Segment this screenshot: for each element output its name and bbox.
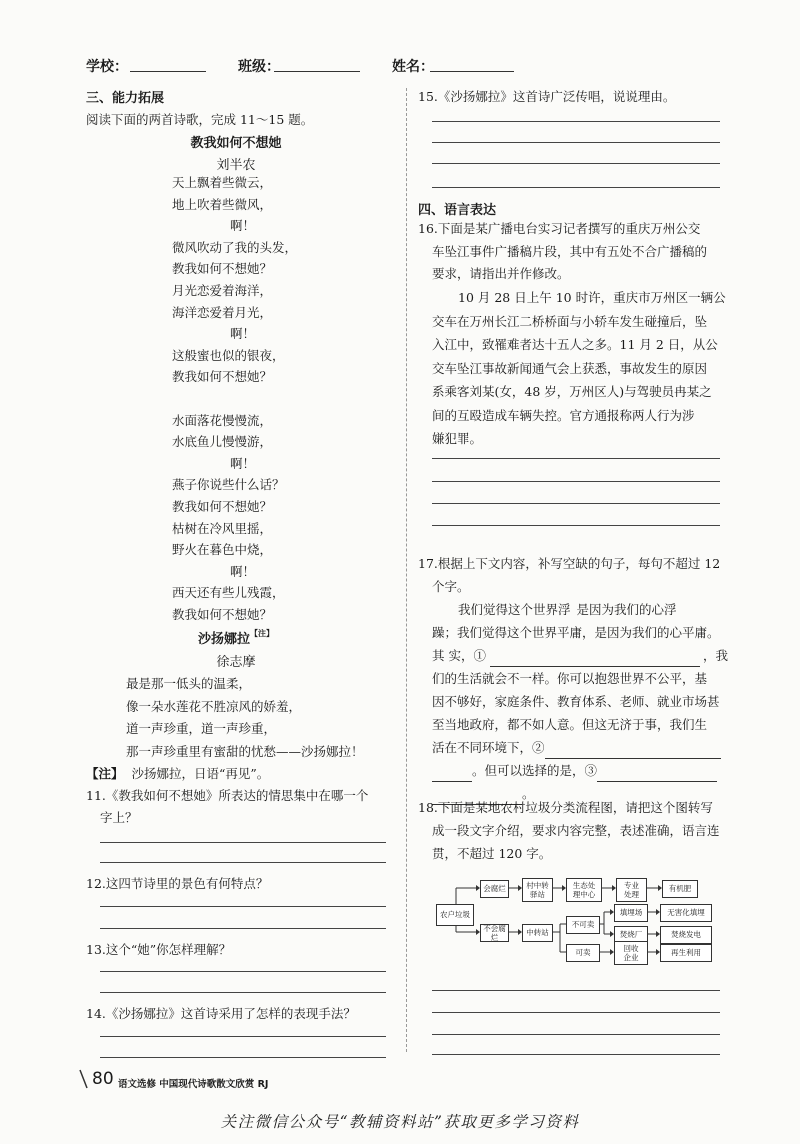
- question-17-passage: [432, 598, 728, 805]
- note-text: 沙扬娜拉，日语“再见”。: [131, 766, 270, 781]
- poem1-line: 啊！: [230, 326, 256, 342]
- answer-line-11b[interactable]: [100, 862, 386, 863]
- q18-line: 贯，不超过 120 字。: [432, 846, 552, 861]
- class-field[interactable]: [274, 57, 360, 72]
- poem2-line: 那一声珍重里有蜜甜的忧愁——沙扬娜拉！: [126, 743, 364, 759]
- page-number: 80: [92, 1069, 114, 1089]
- answer-line-14a[interactable]: [100, 1036, 386, 1037]
- poem1-line: 枯树在冷风里摇，: [172, 520, 273, 536]
- note-label: 【注】: [86, 766, 124, 781]
- fc-burn: 焚烧厂: [614, 926, 648, 944]
- q16-passage-line: 交车坠江事故新闻通气会上获悉，事故发生的原因: [432, 360, 708, 376]
- q16-passage-line: 交车在万州长江二桥桥面与小轿车发生碰撞后，坠: [432, 313, 708, 329]
- q17-line3-b: ，我: [702, 648, 728, 663]
- fc-landfill: 填埋场: [614, 904, 648, 922]
- answer-line-15b[interactable]: [432, 142, 720, 143]
- q17-line4: 们的生活就会不一样。你可以抱怨世界不公平，基: [432, 671, 708, 686]
- answer-line-15a[interactable]: [432, 121, 720, 122]
- question-13: 13.这个“她”你怎样理解？: [86, 942, 232, 957]
- name-label: 姓名：: [392, 59, 434, 75]
- fc-sellable: 可卖: [566, 944, 600, 962]
- answer-line-16b[interactable]: [432, 481, 720, 482]
- book-title: 语文选修 中国现代诗歌散文欣赏 RJ: [118, 1079, 269, 1090]
- q17-line9-a: 。: [522, 786, 535, 801]
- blank-2[interactable]: [545, 744, 721, 759]
- fc-power: 焚烧发电: [660, 926, 712, 944]
- answer-line-14b[interactable]: [100, 1057, 386, 1058]
- poem1-line: 天上飘着些微云，: [172, 175, 273, 190]
- poem2-line: 像一朵水莲花不胜凉风的娇羞，: [126, 698, 302, 714]
- poem1-author: 刘半农: [216, 158, 256, 173]
- q16-passage-line: 间的互殴造成车辆失控。官方通报称两人行为涉: [432, 407, 695, 423]
- poem2-body: [126, 673, 396, 763]
- answer-line-15d[interactable]: [432, 187, 720, 188]
- poem1-line: [172, 388, 322, 410]
- q17-line: 个字。: [432, 579, 470, 594]
- note: [86, 764, 269, 782]
- poem1-line: 水面落花慢慢流，: [172, 412, 273, 428]
- q16-passage-line: 入江中，致罹难者达十五人之多。11 月 2 日，从公: [432, 337, 718, 352]
- blank-2-cont[interactable]: [432, 767, 472, 782]
- answer-line-18b[interactable]: [432, 1012, 720, 1013]
- question-16: [418, 218, 728, 286]
- q17-line3-a: 其 实，①: [432, 648, 486, 663]
- fc-transfer: 中转站: [522, 924, 553, 942]
- q17-line7-a: 活在不同环境下，②: [432, 740, 545, 755]
- q16-line: 要求，请指出并作修改。: [432, 266, 570, 281]
- poem2-line: 道一声珍重，道一声珍重，: [126, 721, 277, 736]
- question-11-cont: 字上？: [100, 810, 138, 825]
- q16-line: 车坠江事件广播稿片段，其中有五处不合广播稿的: [432, 243, 708, 259]
- q17-line5: 因不够好，家庭条件、教育体系、老师、就业市场甚: [432, 694, 720, 709]
- poem1-line: 微风吹动了我的头发，: [172, 239, 298, 255]
- q18-line: 成一段文字介绍，要求内容完整，表述准确，语言连: [432, 823, 720, 838]
- column-divider: [406, 88, 407, 1052]
- answer-line-18c[interactable]: [432, 1034, 720, 1035]
- question-12: 12.这四节诗里的景色有何特点？: [86, 876, 269, 891]
- q17-line2: 躁；我们觉得这个世界平庸，是因为我们的心平庸。: [432, 625, 720, 640]
- q16-passage-line: 10 月 28 日上午 10 时许，重庆市万州区一辆公: [458, 290, 726, 305]
- poem1-line: 教我如何不想她？: [172, 606, 273, 622]
- poem1-line: 水底鱼儿慢慢游，: [172, 434, 273, 450]
- poem2-title: [86, 628, 386, 647]
- poem1-line: 啊！: [230, 563, 256, 579]
- question-11: 11.《教我如何不想她》所表达的情思集中在哪一个: [86, 788, 369, 803]
- q17-line: 17.根据上下文内容，补写空缺的句子，每句不超过 12: [418, 556, 721, 571]
- school-field[interactable]: [130, 57, 206, 72]
- poem1-body: [172, 172, 322, 625]
- fc-recycler: 回收 企业: [614, 941, 648, 965]
- class-label: 班级：: [238, 59, 280, 75]
- poem1-line: 这般蜜也似的银夜，: [172, 347, 285, 363]
- fc-reuse: 再生利用: [660, 944, 712, 962]
- answer-line-12b[interactable]: [100, 928, 386, 929]
- q17-line1-b: 是因为我们的心浮: [576, 602, 677, 617]
- poem1-title: 教我如何不想她: [190, 136, 282, 151]
- question-16-passage: [432, 286, 728, 451]
- answer-line-13b[interactable]: [100, 992, 386, 993]
- section-title-3: 三、能力拓展: [86, 91, 165, 106]
- poem1-line: 教我如何不想她？: [172, 498, 273, 514]
- q17-line1-a: 我们觉得这个世界浮: [458, 602, 571, 617]
- poem1-line: 啊！: [230, 218, 256, 234]
- school-label: 学校：: [86, 59, 128, 75]
- fc-rot-bin: 会腐烂: [480, 880, 509, 898]
- q17-line3: [432, 644, 728, 667]
- name-field[interactable]: [430, 57, 514, 72]
- footer-slash: [78, 1068, 90, 1090]
- poem1-line: 海洋恋爱着月光，: [172, 304, 273, 320]
- fc-not-sellable: 不可卖: [566, 916, 600, 934]
- section-title-4: 四、语言表达: [418, 203, 497, 218]
- fc-pro-treat: 专业 处理: [616, 878, 647, 902]
- q17-line8-a: 。但可以选择的是，③: [472, 763, 598, 778]
- q17-line7: [432, 736, 728, 759]
- blank-3[interactable]: [597, 767, 717, 782]
- reading-intro: 阅读下面的两首诗歌，完成 11～15 题。: [86, 112, 314, 127]
- q16-passage-line: 系乘客刘某(女，48 岁，万州区人)与驾驶员冉某之: [432, 384, 712, 399]
- answer-line-11a[interactable]: [100, 842, 386, 843]
- question-17: [418, 552, 728, 598]
- poem1-line: 教我如何不想她？: [172, 261, 273, 277]
- fc-fertilizer: 有机肥: [662, 880, 698, 898]
- answer-line-16c[interactable]: [432, 503, 720, 504]
- poem1-line: 啊！: [230, 455, 256, 471]
- poem1-line: 月光恋爱着海洋，: [172, 282, 273, 298]
- answer-line-18a[interactable]: [432, 990, 720, 991]
- poem2-author: 徐志摩: [216, 655, 256, 670]
- fc-eco-center: 生态处 理中心: [566, 878, 602, 902]
- fc-village-station: 村中转 驿站: [522, 878, 553, 902]
- watermark: 关注微信公众号“教辅资料站”获取更多学习资料: [220, 1113, 580, 1131]
- poem1-line: 燕子你说些什么话？: [172, 477, 285, 493]
- question-15: 15.《沙扬娜拉》这首诗广泛传唱，说说理由。: [418, 89, 676, 104]
- fc-harmless: 无害化填埋: [660, 904, 712, 922]
- question-18: [418, 796, 728, 865]
- question-14: 14.《沙扬娜拉》这首诗采用了怎样的表现手法？: [86, 1006, 356, 1021]
- answer-line-18d[interactable]: [432, 1054, 720, 1055]
- q16-line: 16.下面是某广播电台实习记者撰写的重庆万州公交: [418, 221, 701, 236]
- poem1-line: 地上吹着些微风，: [172, 196, 273, 212]
- q17-line6: 至当地政府，都不如人意。但这无济于事，我们生: [432, 717, 708, 732]
- poem2-line: 最是那一低头的温柔，: [126, 676, 252, 691]
- poem1-line: 野火在暮色中烧，: [172, 542, 273, 558]
- q17-line1: [432, 598, 728, 621]
- q18-line: 18.下面是某地农村垃圾分类流程图，请把这个图转写: [418, 800, 713, 815]
- q16-passage-line: 嫌犯罪。: [432, 431, 483, 446]
- fc-source: 农户垃圾: [436, 904, 474, 926]
- answer-line-16d[interactable]: [432, 525, 720, 526]
- answer-line-13a[interactable]: [100, 971, 386, 972]
- poem1-line: 西天还有些儿残霞，: [172, 585, 285, 601]
- answer-line-15c[interactable]: [432, 163, 720, 164]
- poem1-line: 教我如何不想她？: [172, 369, 273, 385]
- blank-1[interactable]: [490, 652, 700, 667]
- answer-line-16a[interactable]: [432, 458, 720, 459]
- q17-line8: [432, 759, 728, 782]
- fc-nonrot-bin: 不会腐烂: [480, 924, 509, 942]
- poem2-title-text: 沙扬娜拉: [197, 632, 250, 647]
- answer-line-12a[interactable]: [100, 906, 386, 907]
- poem2-title-note: 【注】: [250, 629, 274, 638]
